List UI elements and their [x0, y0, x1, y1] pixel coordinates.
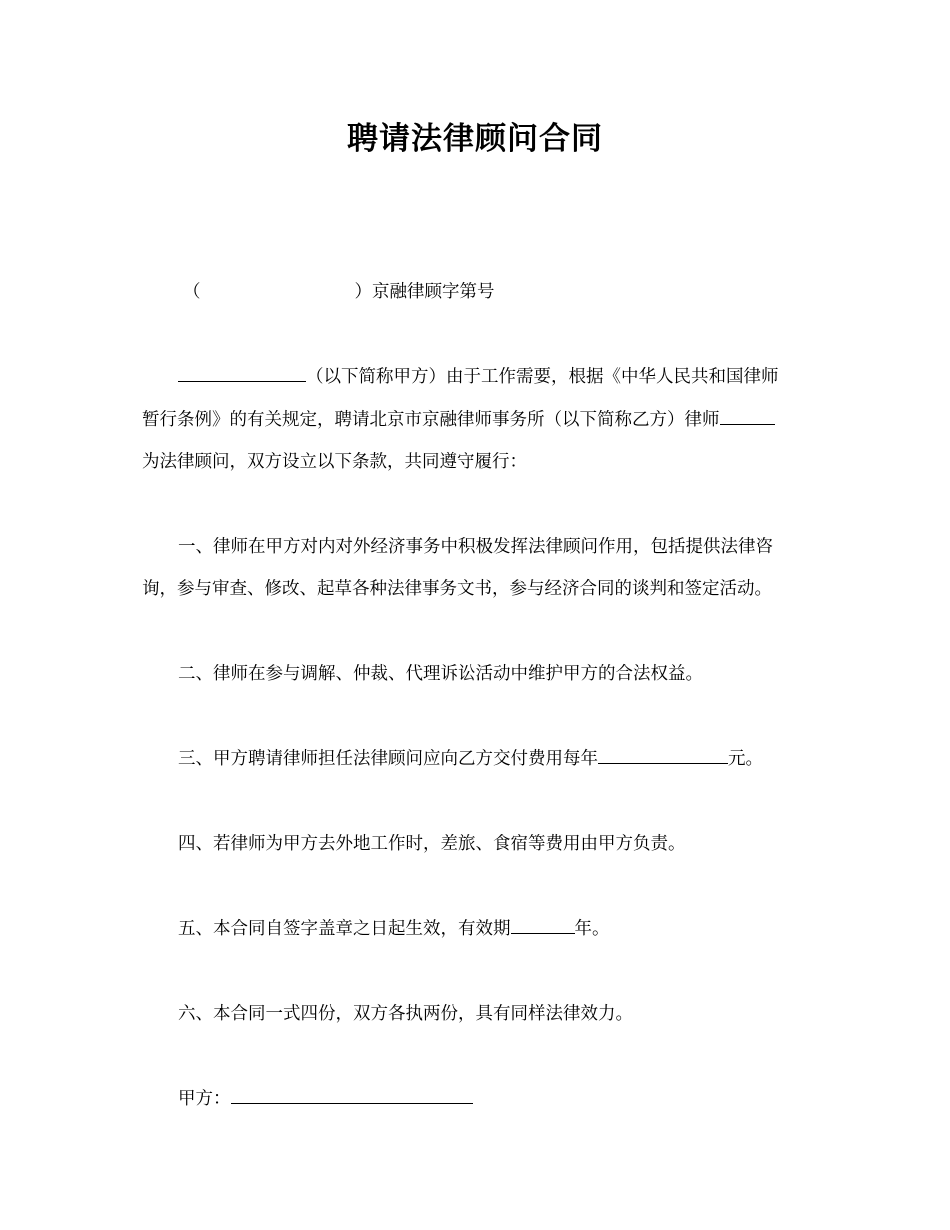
clause-5-text: 五、本合同自签字盖章之日起生效，有效期 — [178, 919, 511, 939]
intro-text-2: 暂行条例》的有关规定，聘请北京市京融律师事务所（以下简称乙方）律师 — [142, 410, 720, 430]
reference-open-paren: （ — [183, 282, 201, 302]
reference-suffix: ）京融律顾字第号 — [354, 282, 495, 302]
lawyer-name-blank — [720, 409, 775, 425]
clause-5 — [178, 918, 610, 940]
clause-1-line-2: 询，参与审查、修改、起草各种法律事务文书，参与经济合同的谈判和签定活动。 — [142, 579, 772, 599]
party-a-signature-blank — [231, 1088, 473, 1104]
intro-line-1 — [178, 366, 779, 388]
clause-6: 六、本合同一式四份，双方各执两份，具有同样法律效力。 — [178, 1004, 633, 1024]
reference-number-line — [183, 281, 495, 303]
clause-3-text: 三、甲方聘请律师担任法律顾问应向乙方交付费用每年 — [178, 749, 598, 769]
intro-line-3: 为法律顾问，双方设立以下条款，共同遵守履行： — [142, 452, 527, 472]
intro-line-2 — [142, 409, 775, 431]
party-a-name-blank — [178, 366, 306, 382]
clause-2: 二、律师在参与调解、仲裁、代理诉讼活动中维护甲方的合法权益。 — [178, 664, 703, 684]
party-a-label: 甲方： — [178, 1089, 231, 1109]
clause-3-unit: 元。 — [728, 749, 763, 769]
clause-1-line-1: 一、律师在甲方对内对外经济事务中积极发挥法律顾问作用，包括提供法律咨 — [178, 537, 773, 557]
intro-text-1: （以下简称甲方）由于工作需要，根据《中华人民共和国律师 — [306, 367, 779, 387]
clause-5-unit: 年。 — [574, 919, 610, 939]
page-title: 聘请法律顾问合同 — [347, 121, 603, 157]
party-a-signature-line — [178, 1088, 473, 1110]
clause-3 — [178, 748, 763, 770]
clause-4: 四、若律师为甲方去外地工作时，差旅、食宿等费用由甲方负责。 — [178, 834, 686, 854]
annual-fee-blank — [598, 748, 728, 764]
validity-years-blank — [511, 918, 575, 934]
